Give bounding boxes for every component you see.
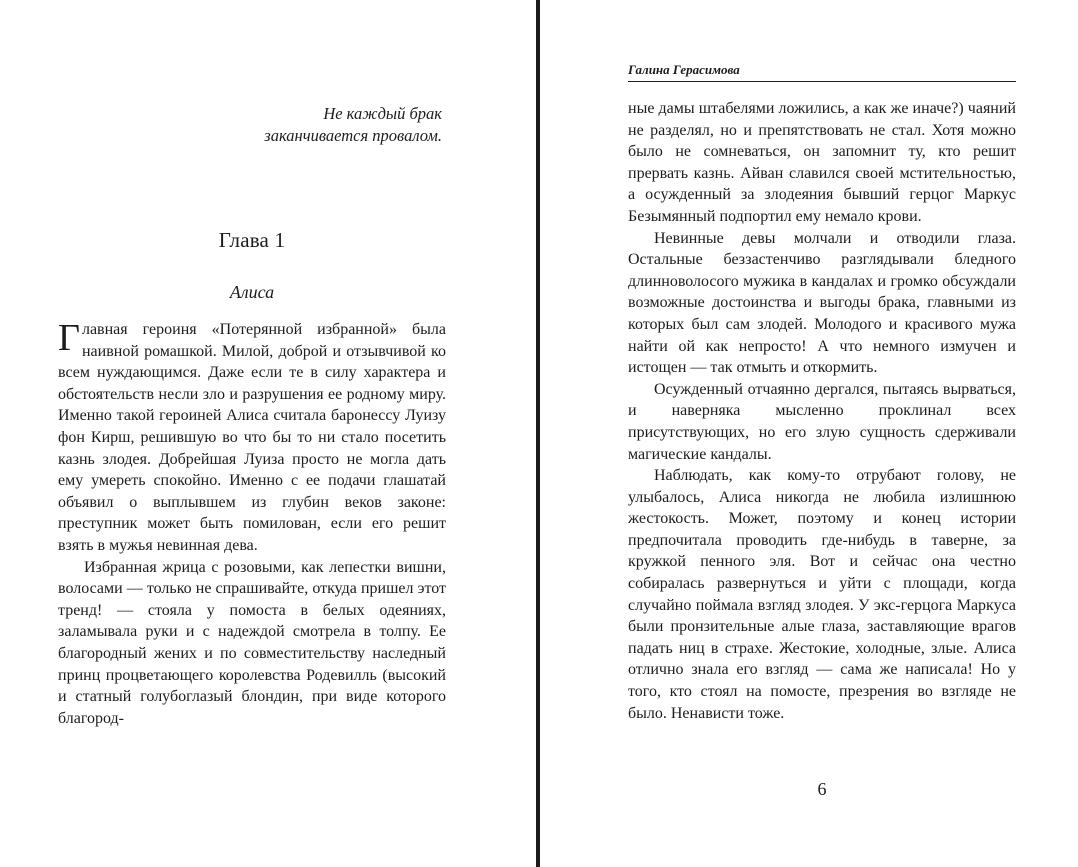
right-body-text bbox=[628, 98, 1016, 724]
paragraph: Наблюдать, как кому-то отрубают голову, не улыбалось, Алиса никогда не любила излишнюю жестокость. Может, поэтому и конец истории предпочитала проводить где-нибудь в таверне, за кружкой пенного эля. Вот и сейчас она честно собиралась развернуться и уйти с площади, когда случайно поймала взгляд злодея. У экс-герцога Маркуса были пронзительные алые глаза, заставляющие врагов падать ниц в страхе. Жестокие, холодные, злые. Алиса отлично знала его взгляд — сама же написала! Но у того, кто стоял на помосте, презрения во взгляде не было. Ненависти тоже. bbox=[628, 467, 1016, 722]
paragraph: ные дамы штабелями ложились, а как же иначе?) чаяний не разделял, но и препятствовать не стал. Хотя можно было не сомневаться, он запомнит ту, кто решит прервать казнь. Айван славился своей мстительностью, а осужденный за злодеяния бывший герцог Маркус Безымянный подпортил ему немало крови. bbox=[628, 100, 1016, 225]
running-head-rule bbox=[628, 81, 1016, 82]
right-page bbox=[540, 0, 1078, 867]
epigraph-line-2: заканчивается провалом. bbox=[264, 126, 442, 145]
epigraph-line-1: Не каждый брак bbox=[323, 104, 442, 123]
chapter-title: Глава 1 bbox=[218, 228, 286, 252]
paragraph: Невинные девы молчали и отводили глаза. Остальные беззастенчиво разглядывали бледного длинноволосого мужика в кандалах и громко обсуждали возможные достоинства и выгоды брака, главными из которых был сам злодей. Молодого и красивого мужа найти ой как непросто! А что немного измучен и истощен — так отмыть и откормить. bbox=[628, 229, 1016, 377]
chapter-subtitle: Алиса bbox=[229, 282, 275, 302]
epigraph bbox=[200, 103, 442, 147]
drop-cap: Г bbox=[58, 317, 80, 359]
running-head-author: Галина Герасимова bbox=[628, 62, 740, 77]
running-head bbox=[628, 61, 1078, 82]
left-body-text bbox=[58, 319, 446, 729]
paragraph-text: лавная героиня «Потерянной избранной» была наивной ромашкой. Милой, доброй и отзывчивой ко всем нуждающимся. Даже если те в силу характера и обстоятельств несли зло и разрушения ее родному миру. Именно такой героиней Алиса считала баронессу Луизу фон Кирш, решившую во что бы то ни стало посетить казнь злодея. Добрейшая Луиза просто не могла дать ему умереть спокойно. Именно с ее подачи глашатай объявил о выплывшем из глубин веков законе: преступник может быть помилован, если его решит взять в мужья невинная дева. bbox=[58, 321, 446, 554]
left-page bbox=[0, 0, 536, 867]
paragraph: Осужденный отчаянно дергался, пытаясь вырваться, и наверняка мысленно проклинал всех присутствующих, но его злую сущность сдерживали магические кандалы. bbox=[628, 380, 1016, 463]
paragraph bbox=[58, 319, 446, 557]
paragraph: Избранная жрица с розовыми, как лепестки вишни, волосами — только не спрашивайте, откуда пришел этот тренд! — стояла у помоста в белых одеяниях, заламывала руки и с надеждой смотрела в толпу. Ее благородный жених и по совместительству наследный принц процветающего королевства Родевилль (высокий и статный голубоглазый блондин, при виде которого благород- bbox=[58, 558, 446, 727]
page-number: 6 bbox=[817, 779, 827, 799]
